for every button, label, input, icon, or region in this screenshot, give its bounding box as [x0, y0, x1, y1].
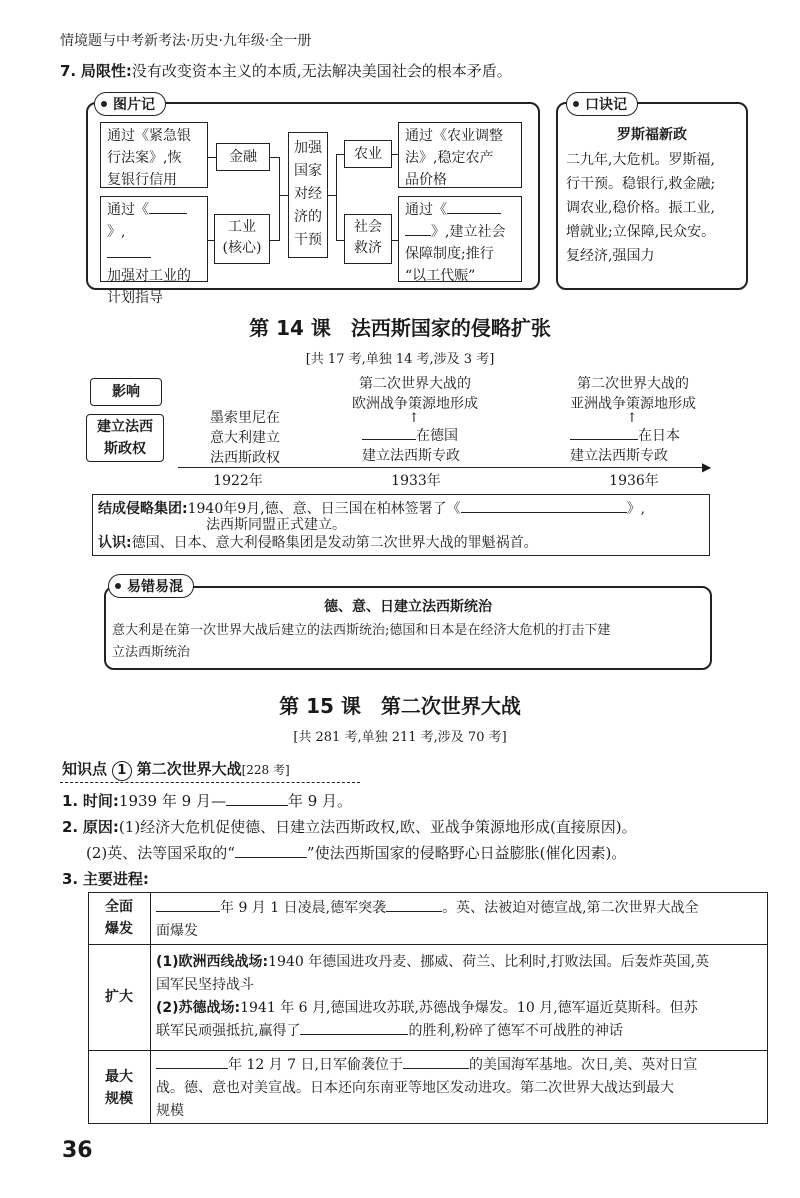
knowledge-point-heading: 知识点 1 第二次世界大战[228 考] [62, 758, 290, 781]
diagram-social-relief: 社会 救济 [344, 214, 392, 264]
event-italy: 墨索里尼在 意大利建立 法西斯政权 [210, 410, 280, 466]
timeline-arrow-icon: ▶ [702, 460, 712, 474]
easy-mistake-text: 意大利是在第一次世界大战后建立的法西斯统治;德国和日本是在经济大危机的打击下建 立法西斯统治 [112, 623, 611, 660]
lesson15-title: 第 15 课 第二次世界大战 [279, 694, 521, 718]
event-japan: 在日本 建立法西斯专政 [570, 428, 680, 464]
row-expand-text: (1)欧洲西线战场:1940 年德国进攻丹麦、挪威、荷兰、比利时,打败法国。后轰炸英国,英 国军民坚持战斗 (2)苏德战场:1941 年 6 月,德国进攻苏联,苏德战争爆发。10 月,德军逼近莫斯科。但苏 联军民顽强抵抗,赢得了 的胜利,粉碎了德军不可战胜的神话 [156, 954, 710, 1039]
label-impact: 影响 [90, 378, 162, 406]
rhyme-lines: 二九年,大危机。罗斯福, 行干预。稳银行,救金融; 调农业,稳价格。振工业, 增就业;立保障,民众安。 复经济,强国力 [566, 152, 716, 264]
impact-asia: 第二次世界大战的 亚洲战争策源地形成 [570, 376, 696, 412]
timeline-axis [178, 467, 708, 468]
arrow-up-icon: ↑ [626, 411, 638, 426]
easy-mistake-title: 德、意、日建立法西斯统治 [324, 599, 492, 615]
timeline-year-1933: 1933年 [391, 473, 441, 489]
p2-reason: 2. 原因:(1)经济大危机促使德、日建立法西斯政权,欧、亚战争策源地形成(直接原因)。 [62, 818, 637, 836]
p2-reason-2: (2)英、法等国采取的“ ”使法西斯国家的侵略野心日益膨胀(催化因素)。 [86, 844, 627, 862]
diagram-center: 加强 国家 对经 济的 干预 [288, 132, 328, 258]
event-germany: 在德国 建立法西斯专政 [362, 428, 460, 464]
diagram-agriculture: 农业 [344, 140, 392, 168]
insight-line: 认识:德国、日本、意大利侵略集团是发动第二次世界大战的罪魁祸首。 [98, 535, 538, 551]
row-outbreak-text: 年 9 月 1 日凌晨,德军突袭 。英、法被迫对德宣战,第二次世界大战全 面爆发 [156, 900, 699, 939]
axis-group-line1: 结成侵略集团:1940年9月,德、意、日三国在柏林签署了《 》, [98, 501, 646, 517]
diagram-right1: 通过《农业调整 法》,稳定农产 品价格 [398, 122, 522, 188]
timeline-year-1936: 1936年 [609, 473, 659, 489]
row-label-expand: 扩大 [105, 989, 133, 1005]
row-label-max: 最大 规模 [105, 1069, 133, 1107]
diagram-finance: 金融 [216, 143, 270, 171]
picture-memory-tag: 图片记 [94, 92, 166, 116]
label-establish: 建立法西 斯政权 [86, 414, 164, 462]
diagram-left1: 通过《紧急银 行法案》,恢 复银行信用 [100, 122, 208, 188]
easy-mistake-tag: 易错易混 [108, 574, 194, 598]
table-divider [150, 892, 151, 1124]
arrow-up-icon: ↑ [408, 411, 420, 426]
timeline-year-1922: 1922年 [213, 473, 263, 489]
lesson14-title: 第 14 课 法西斯国家的侵略扩张 [249, 316, 551, 340]
rhyme-memory-tag: 口诀记 [566, 92, 638, 116]
row-max-text: 年 12 月 7 日,日军偷袭位于 的美国海军基地。次日,美、英对日宣 战。德、意也对美宣战。日本还向东南亚等地区发动进攻。第二次世界大战达到最大 规模 [156, 1057, 698, 1119]
p3-process: 3. 主要进程: [62, 870, 149, 888]
row-label-outbreak: 全面 爆发 [105, 899, 133, 937]
lesson15-stats: [共 281 考,单独 211 考,涉及 70 考] [293, 730, 507, 745]
diagram-industry: 工业 (核心) [214, 214, 270, 264]
table-row-line [88, 1050, 768, 1051]
diagram-left2: 通过《》, 加强对工业的 计划指导 [100, 196, 208, 282]
table-row-line [88, 944, 768, 945]
running-header: 情境题与中考新考法·历史·九年级·全一册 [60, 33, 312, 49]
diagram-right2: 通过《 》,建立社会 保障制度;推行 “以工代赈” [398, 196, 522, 282]
impact-europe: 第二次世界大战的 欧洲战争策源地形成 [352, 376, 478, 412]
rhyme-title: 罗斯福新政 [617, 127, 687, 143]
lesson14-stats: [共 17 考,单独 14 考,涉及 3 考] [305, 352, 495, 367]
knowledge-point-underline [60, 782, 360, 783]
page-number: 36 [62, 1138, 93, 1163]
point-7: 7. 局限性:没有改变资本主义的本质,无法解决美国社会的根本矛盾。 [60, 62, 512, 80]
axis-group-line2: 法西斯同盟正式建立。 [206, 517, 346, 533]
p1-time: 1. 时间:1939 年 9 月— 年 9 月。 [62, 792, 353, 810]
